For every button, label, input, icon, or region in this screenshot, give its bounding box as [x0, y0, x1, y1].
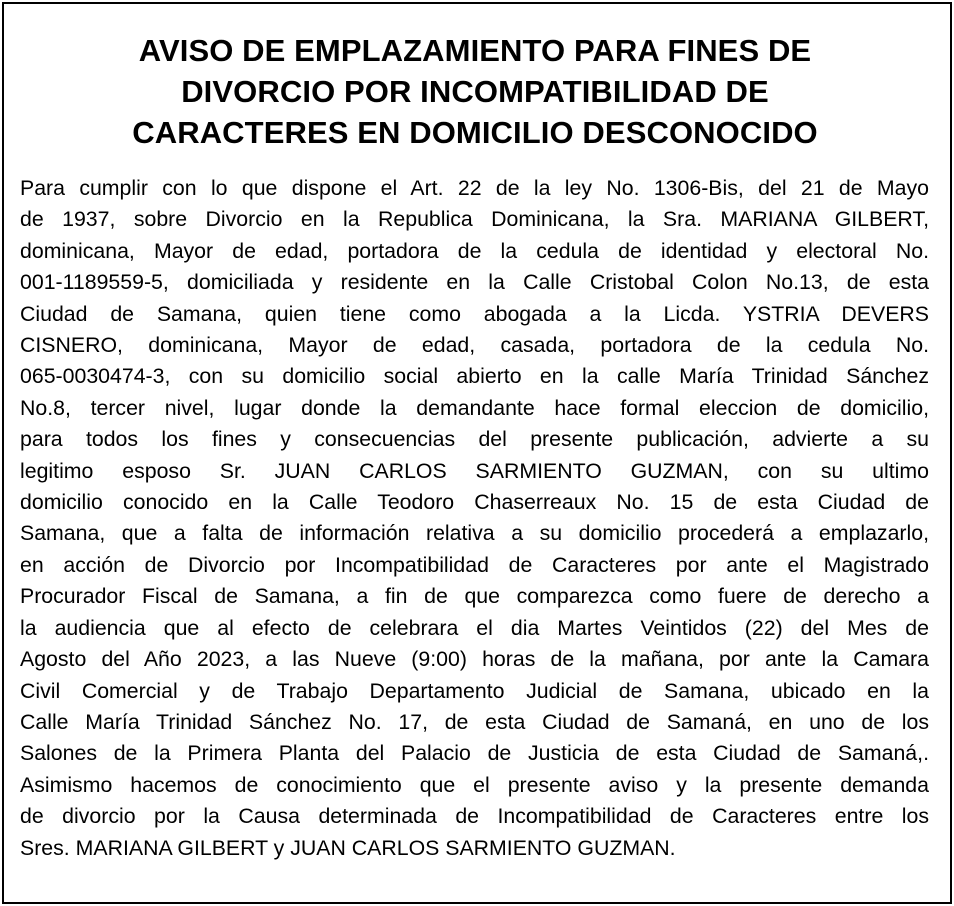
body-line: Civil Comercial y de Trabajo Departamento Judicial de Samana, ubicado en la [20, 678, 929, 703]
body-line: domicilio conocido en la Calle Teodoro Chaserreaux No. 15 de esta Ciudad de [20, 490, 929, 515]
body-line: dominicana, Mayor de edad, portadora de la cedula de identidad y electoral No. [20, 238, 929, 263]
notice-body [20, 173, 929, 864]
body-line: Sres. MARIANA GILBERT y JUAN CARLOS SARMIENTO GUZMAN. [20, 835, 676, 860]
body-line: de 1937, sobre Divorcio en la Republica Dominicana, la Sra. MARIANA GILBERT, [20, 207, 929, 232]
body-line: de divorcio por la Causa determinada de Incompatibilidad de Caracteres entre los [20, 804, 929, 829]
title-line: AVISO DE EMPLAZAMIENTO PARA FINES DE [138, 33, 812, 68]
body-line: legitimo esposo Sr. JUAN CARLOS SARMIENTO GUZMAN, con su ultimo [20, 458, 929, 483]
body-line: para todos los fines y consecuencias del presente publicación, advierte a su [20, 427, 929, 452]
body-line: 065-0030474-3, con su domicilio social abierto en la calle María Trinidad Sánchez [20, 364, 929, 389]
body-line: Salones de la Primera Planta del Palacio de Justicia de esta Ciudad de Samaná,. [20, 741, 929, 766]
title-line: DIVORCIO POR INCOMPATIBILIDAD DE [181, 74, 769, 109]
body-line: Samana, que a falta de información relativa a su domicilio procederá a emplazarlo, [20, 521, 929, 546]
body-line: Ciudad de Samana, quien tiene como abogada a la Licda. YSTRIA DEVERS [20, 301, 929, 326]
body-line: Para cumplir con lo que dispone el Art. 22 de la ley No. 1306-Bis, del 21 de Mayo [20, 176, 929, 200]
body-line: Calle María Trinidad Sánchez No. 17, de esta Ciudad de Samaná, en uno de los [20, 709, 929, 734]
notice-title [20, 30, 930, 153]
body-line: en acción de Divorcio por Incompatibilidad de Caracteres por ante el Magistrado [20, 552, 929, 577]
body-line: Procurador Fiscal de Samana, a fin de que comparezca como fuere de derecho a [20, 584, 929, 609]
body-line: la audiencia que al efecto de celebrara el dia Martes Veintidos (22) del Mes de [20, 615, 929, 640]
body-line: No.8, tercer nivel, lugar donde la demandante hace formal eleccion de domicilio, [20, 395, 929, 420]
body-line: Agosto del Año 2023, a las Nueve (9:00) horas de la mañana, por ante la Camara [20, 647, 929, 672]
body-line: 001-1189559-5, domiciliada y residente en la Calle Cristobal Colon No.13, de esta [20, 270, 929, 295]
title-line: CARACTERES EN DOMICILIO DESCONOCIDO [132, 115, 818, 150]
body-line: CISNERO, dominicana, Mayor de edad, casada, portadora de la cedula No. [20, 333, 929, 358]
body-line: Asimismo hacemos de conocimiento que el presente aviso y la presente demanda [20, 772, 929, 797]
